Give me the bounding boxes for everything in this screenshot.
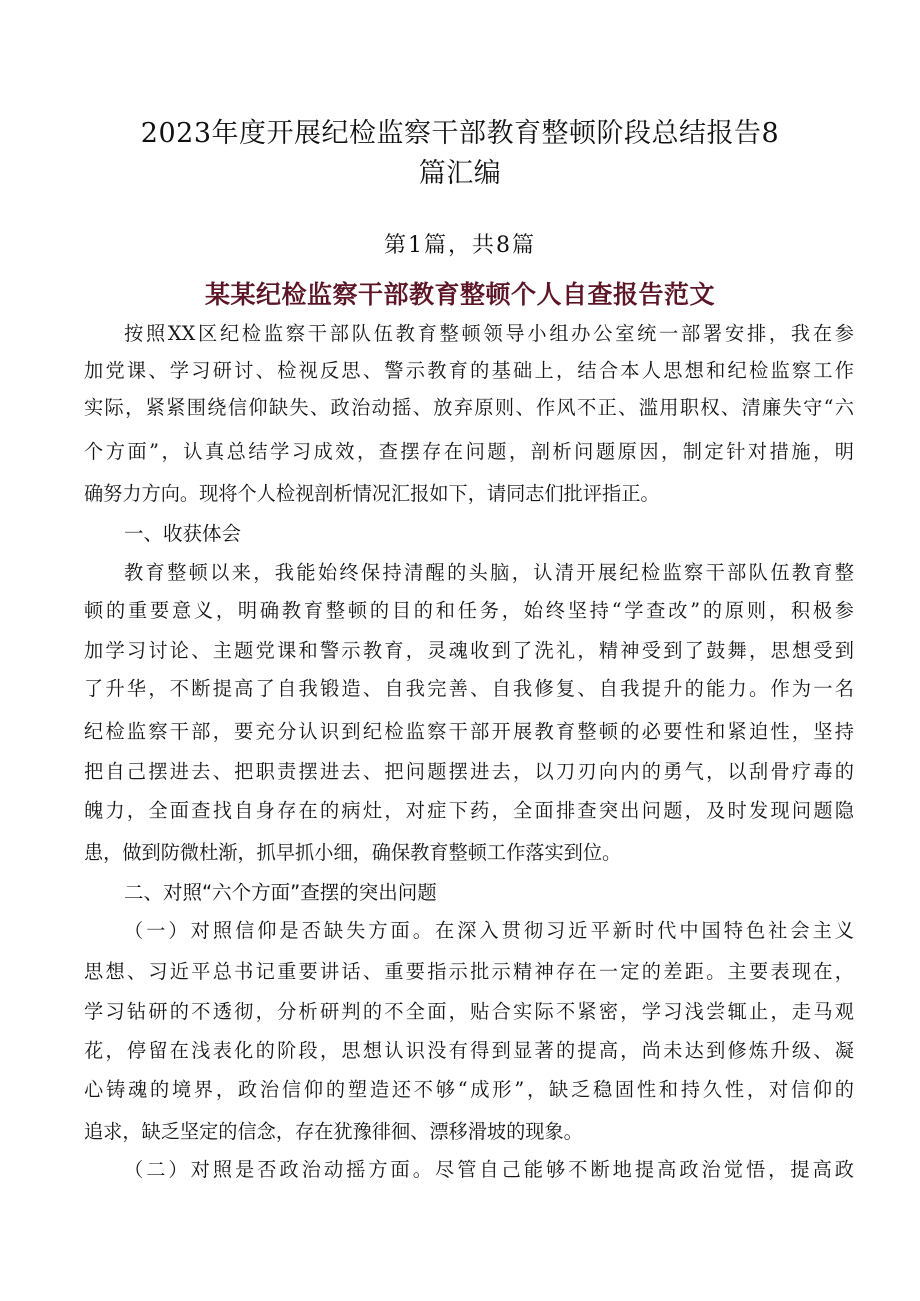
section1-line: 把自己摆进去、把职责摆进去、把问题摆进去，以刀刃向内的勇气，以刮骨疗毒的 xyxy=(84,760,854,783)
subsection1-line: 心铸魂的境界，政治信仰的塑造还不够“成形”，缺乏稳固性和持久性，对信仰的 xyxy=(84,1078,854,1101)
intro-line: 个方面”，认真总结学习成效，查摆存在问题，剖析问题原因，制定针对措施，明 xyxy=(84,440,854,463)
section1-line: 顿的重要意义，明确教育整顿的目的和任务，始终坚持“学查改”的原则，积极参 xyxy=(84,599,854,622)
section1-line: 魄力，全面查找自身存在的病灶，对症下药，全面排查突出问题，及时发现问题隐 xyxy=(84,799,854,822)
subsection2-line: （二）对照是否政治动摇方面。尽管自己能够不断地提高政治觉悟，提高政 xyxy=(124,1158,854,1181)
section-heading-gains: 一、收获体会 xyxy=(124,522,242,545)
article-title: 某某纪检监察干部教育整顿个人自查报告范文 xyxy=(204,280,715,309)
subsection1-line: 追求，缺乏坚定的信念，存在犹豫徘徊、漂移滑坡的现象。 xyxy=(84,1120,583,1143)
subsection1-line: 花，停留在浅表化的阶段，思想认识没有得到显著的提高，尚未达到修炼升级、凝 xyxy=(84,1039,854,1062)
subsection1-line: 思想、习近平总书记重要讲话、重要指示批示精神存在一定的差距。主要表现在， xyxy=(84,960,854,983)
section1-line: 了升华，不断提高了自我锻造、自我完善、自我修复、自我提升的能力。作为一名 xyxy=(84,677,854,700)
intro-line: 实际，紧紧围绕信仰缺失、政治动摇、放弃原则、作风不正、滥用职权、清廉失守“六 xyxy=(84,396,854,419)
section-heading-problems: 二、对照“六个方面”查摆的突出问题 xyxy=(124,881,437,904)
section1-line: 纪检监察干部，要充分认识到纪检监察干部开展教育整顿的必要性和紧迫性，坚持 xyxy=(84,720,854,743)
intro-line: 加党课、学习研讨、检视反思、警示教育的基础上，结合本人思想和纪检监察工作 xyxy=(84,359,854,382)
section1-line: 加学习讨论、主题党课和警示教育，灵魂收到了洗礼，精神受到了鼓舞，思想受到 xyxy=(84,639,854,662)
document-title-line-1: 2023年度开展纪检监察干部教育整顿阶段总结报告8 xyxy=(140,118,780,149)
section1-line: 患，做到防微杜渐，抓早抓小细，确保教育整顿工作落实到位。 xyxy=(84,841,622,864)
subsection1-line: 学习钻研的不透彻，分析研判的不全面，贴合实际不紧密，学习浅尝辄止，走马观 xyxy=(84,1000,854,1023)
document-title-line-2: 篇汇编 xyxy=(418,158,502,189)
intro-line: 确努力方向。现将个人检视剖析情况汇报如下，请同志们批评指正。 xyxy=(84,482,660,505)
subsection1-line: （一）对照信仰是否缺失方面。在深入贯彻习近平新时代中国特色社会主义 xyxy=(124,919,854,942)
section1-line: 教育整顿以来，我能始终保持清醒的头脑，认清开展纪检监察干部队伍教育整 xyxy=(124,561,854,584)
part-counter: 第1篇，共8篇 xyxy=(384,233,536,258)
intro-line: 按照XX区纪检监察干部队伍教育整顿领导小组办公室统一部署安排，我在参 xyxy=(124,322,854,345)
